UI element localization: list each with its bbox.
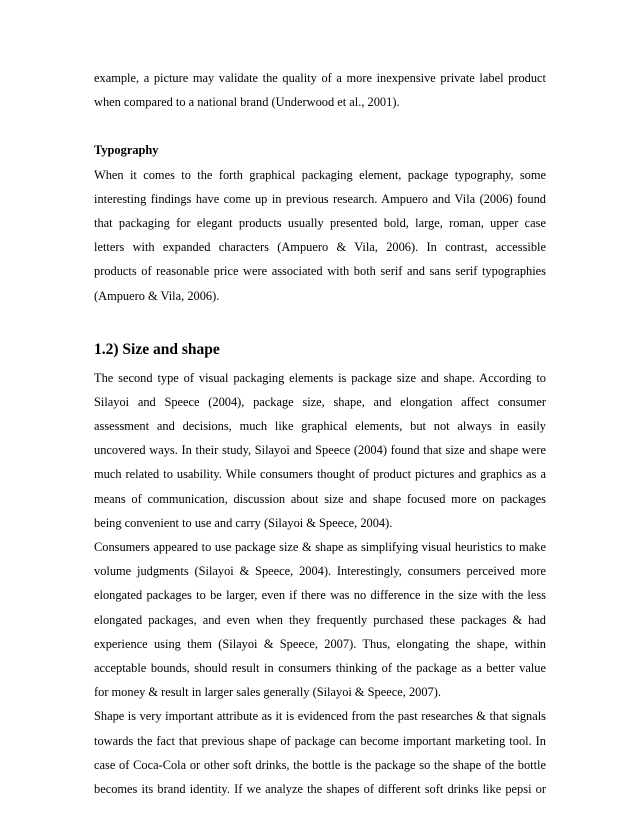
text-line: case of Coca-Cola or other soft drinks, the bottle is the package so the shape of the bottle: [94, 757, 546, 772]
intro-paragraph: [94, 66, 546, 114]
text-line: towards the fact that previous shape of package can become important marketing tool. In: [94, 733, 546, 748]
text-line: for money & result in larger sales generally (Silayoi & Speece, 2007).: [94, 685, 441, 700]
text-line: When it comes to the forth graphical packaging element, package typography, some: [94, 167, 546, 182]
text-line: elongated packages to be larger, even if there was no difference in the size with the less: [94, 588, 546, 603]
paragraph: [94, 366, 546, 535]
text-line: The second type of visual packaging elements is package size and shape. According to: [94, 370, 546, 385]
section-heading-size-shape: 1.2) Size and shape: [94, 340, 220, 358]
text-line: products of reasonable price were associated with both serif and sans serif typographies: [94, 264, 546, 279]
size-shape-section: [94, 338, 546, 801]
text-line: much related to usability. While consumers thought of product pictures and graphics as a: [94, 467, 546, 482]
text-line: becomes its brand identity. If we analyze the shapes of different soft drinks like pepsi or: [94, 781, 546, 796]
text-line: that packaging for elegant products usually presented bold, large, roman, upper case: [94, 215, 546, 230]
text-line: experience using them (Silayoi & Speece, 2007). Thus, elongating the shape, within: [94, 636, 546, 651]
text-line: assessment and decisions, much like graphical elements, but not always in easily: [94, 419, 546, 434]
text-line: Shape is very important attribute as it is evidenced from the past researches & that signals: [94, 709, 546, 724]
section-heading-typography: Typography: [94, 143, 159, 158]
text-line: (Ampuero & Vila, 2006).: [94, 288, 220, 303]
text-line: Silayoi and Speece (2004), package size, shape, and elongation affect consumer: [94, 394, 546, 409]
text-line: Consumers appeared to use package size & shape as simplifying visual heuristics to make: [94, 540, 546, 554]
document-page: [94, 66, 546, 801]
text-line: example, a picture may validate the quality of a more inexpensive private label product: [94, 71, 546, 85]
text-line: means of communication, discussion about size and shape focused more on packages: [94, 491, 546, 506]
text-line: elongated packages, and even when they frequently purchased these packages & had: [94, 612, 546, 627]
paragraph: [94, 704, 546, 801]
text-line: uncovered ways. In their study, Silayoi and Speece (2004) found that size and shape were: [94, 443, 546, 458]
text-line: when compared to a national brand (Underwood et al., 2001).: [94, 95, 400, 110]
text-line: letters with expanded characters (Ampuero & Vila, 2006). In contrast, accessible: [94, 240, 546, 255]
text-line: interesting findings have come up in previous research. Ampuero and Vila (2006) found: [94, 191, 546, 206]
text-line: acceptable bounds, should result in consumers thinking of the package as a better value: [94, 660, 546, 675]
text-line: volume judgments (Silayoi & Speece, 2004). Interestingly, consumers perceived more: [94, 564, 546, 579]
text-line: being convenient to use and carry (Silayoi & Speece, 2004).: [94, 515, 393, 530]
paragraph: [94, 535, 546, 704]
typography-section: [94, 138, 546, 307]
